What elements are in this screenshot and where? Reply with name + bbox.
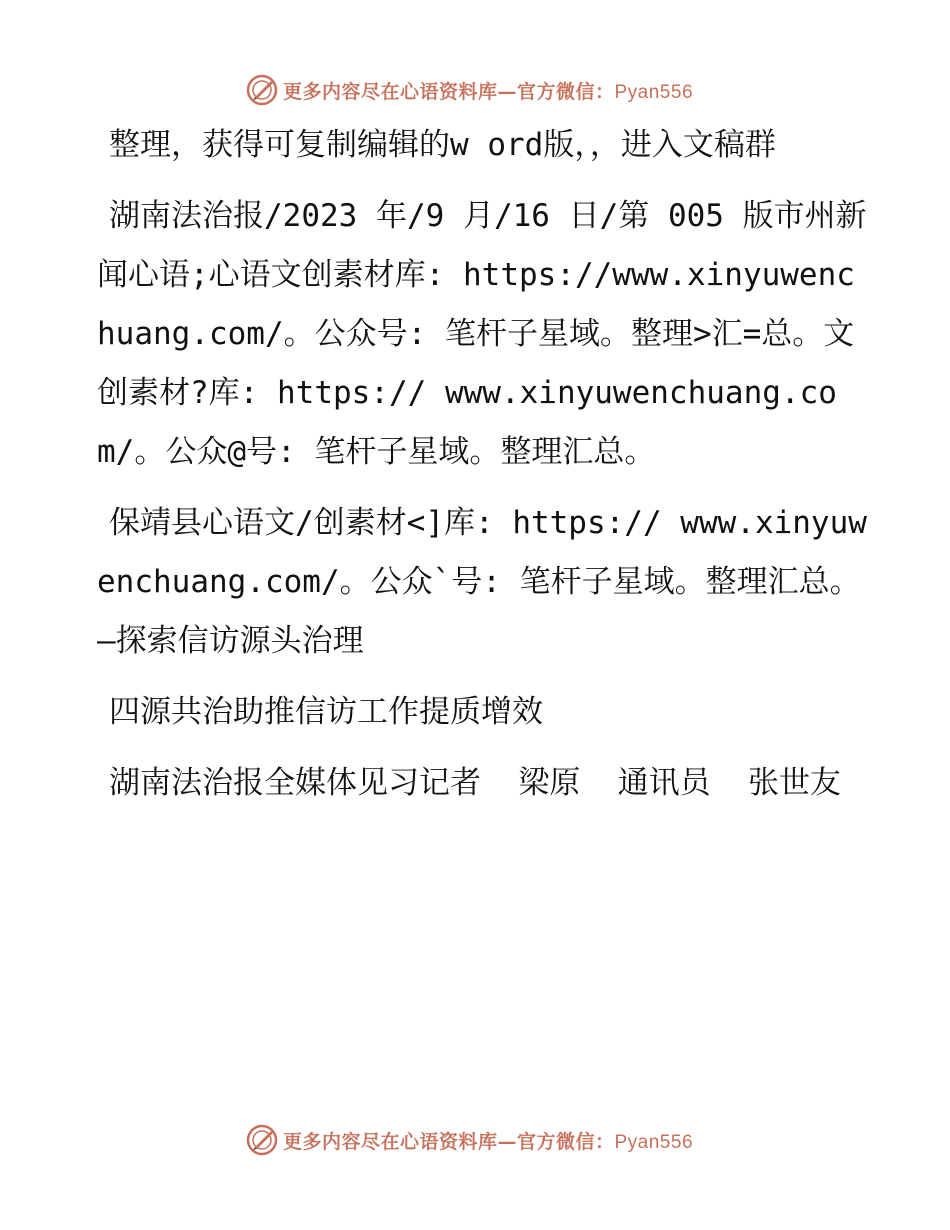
footer-wechat-handle: Pyan556 [614, 1131, 694, 1153]
header-banner-text [283, 77, 693, 104]
logo-icon [245, 1123, 279, 1157]
paragraph-2: 湖南法治报/2023 年/9 月/16 日/第 005 版市州新闻心语;心语文创素材库: https://www.xinyuwenchuang.com/。公众号: 笔杆子星域。整理>汇=总。文创素材?库: https:// www.xinyuwenchuang.com/。公众@号: 笔杆子星域。整理汇总。 [97, 198, 867, 470]
footer-banner-label: 更多内容尽在心语资料库—官方微信： [282, 1130, 615, 1153]
paragraph-1: 整理，获得可复制编辑的w ord版，，进入文稿群 [109, 127, 776, 163]
paragraph-4: 四源共治助推信访工作提质增效 [109, 694, 543, 730]
header-wechat-handle: Pyan556 [614, 81, 694, 103]
header-banner-label: 更多内容尽在心语资料库—官方微信： [282, 80, 615, 103]
header-banner [0, 68, 950, 112]
logo-icon [245, 73, 279, 107]
paragraph-5: 湖南法治报全媒体见习记者 梁原 通讯员 张世友 [109, 765, 841, 801]
header-banner-inner [245, 73, 693, 107]
document-body [97, 116, 867, 825]
paragraph-3: 保靖县心语文/创素材<]库: https:// www.xinyuwenchuang.com/。公众`号: 笔杆子星域。整理汇总。—探索信访源头治理 [97, 505, 867, 659]
footer-banner-inner [245, 1123, 693, 1157]
footer-banner-text [283, 1127, 693, 1154]
footer-banner [0, 1118, 950, 1162]
